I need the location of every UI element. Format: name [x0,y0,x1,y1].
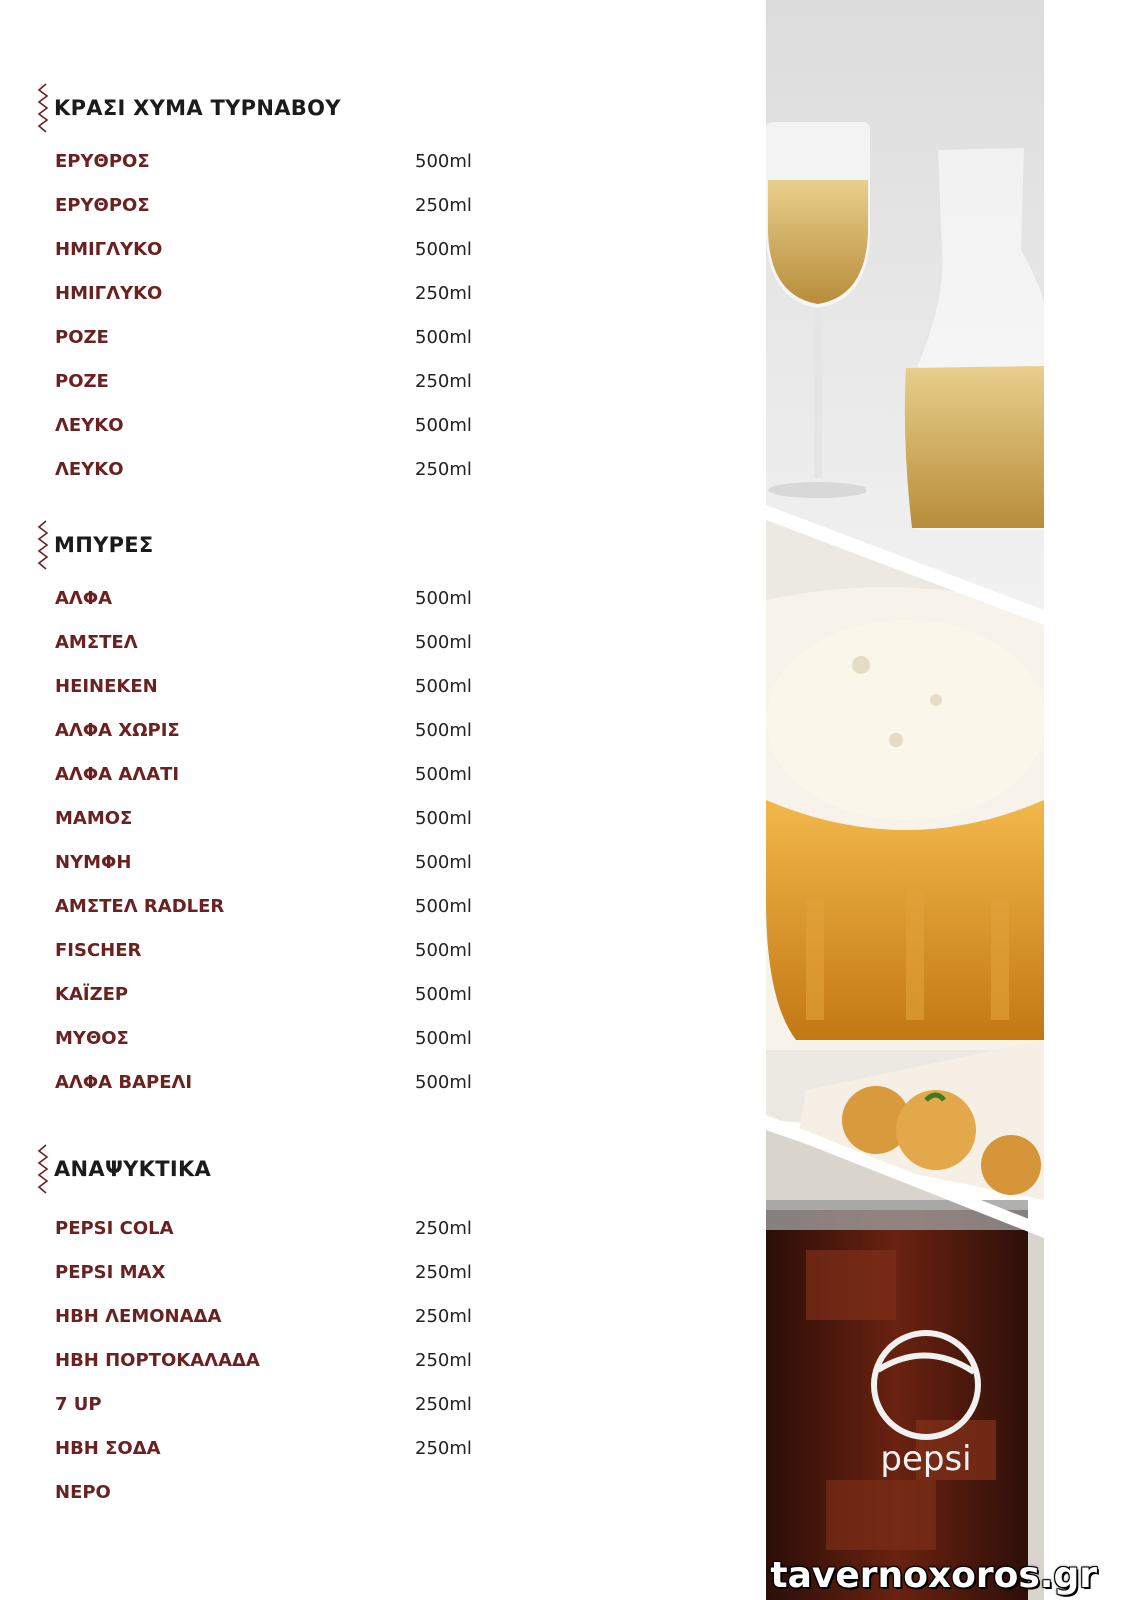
item-name: 7 UP [55,1394,102,1415]
menu-item [55,1306,575,1332]
item-volume: 500ml [415,940,472,961]
site-watermark: tavernoxoros.gr [770,1555,1097,1596]
item-name: ΡΟΖΕ [55,371,109,392]
menu-item [55,415,575,441]
squiggle-ornament-icon [36,519,50,571]
menu-item [55,852,575,878]
item-volume: 500ml [415,415,472,436]
menu-item [55,808,575,834]
menu-item [55,371,575,397]
item-name: ΗΒΗ ΣΟΔΑ [55,1438,161,1459]
section-title: ΑΝΑΨΥΚΤΙΚΑ [54,1157,212,1181]
section-title: ΜΠΥΡΕΣ [54,533,154,557]
item-name: PEPSI MAX [55,1262,166,1283]
item-name: ΗΜΙΓΛΥΚΟ [55,239,163,260]
item-name: FISCHER [55,940,142,961]
item-name: ΚΑΪΖΕΡ [55,984,129,1005]
item-name: ΗΜΙΓΛΥΚΟ [55,283,163,304]
squiggle-ornament-icon [36,82,50,134]
menu-item [55,195,575,221]
item-name: ΑΛΦΑ ΒΑΡΕΛΙ [55,1072,193,1093]
menu-item [55,720,575,746]
item-volume: 500ml [415,896,472,917]
menu-item [55,459,575,485]
menu-item [55,896,575,922]
item-volume: 250ml [415,1350,472,1371]
item-volume: 500ml [415,632,472,653]
item-volume: 250ml [415,1394,472,1415]
item-name: ΛΕΥΚΟ [55,415,124,436]
item-name: ΑΛΦΑ ΧΩΡΙΣ [55,720,180,741]
item-name: ΕΡΥΘΡΟΣ [55,151,150,172]
menu-item [55,1394,575,1420]
menu-item [55,151,575,177]
item-name: ΜΥΘΟΣ [55,1028,129,1049]
item-volume: 500ml [415,327,472,348]
squiggle-ornament-icon [36,1143,50,1195]
menu-item [55,764,575,790]
item-volume: 250ml [415,1262,472,1283]
pepsi-logo-text: pepsi [880,1439,972,1479]
menu-item [55,1218,575,1244]
item-name: ΡΟΖΕ [55,327,109,348]
menu-item [55,676,575,702]
item-volume: 250ml [415,459,472,480]
menu-item [55,1438,575,1464]
item-name: ΝΥΜΦΗ [55,852,132,873]
item-volume: 500ml [415,984,472,1005]
item-volume: 250ml [415,1218,472,1239]
menu-item [55,1262,575,1288]
item-volume: 250ml [415,283,472,304]
drinks-photo-illustration [766,0,1044,1600]
item-name: ΑΛΦΑ ΑΛΑΤΙ [55,764,180,785]
item-volume: 250ml [415,371,472,392]
menu-item [55,588,575,614]
item-volume: 500ml [415,808,472,829]
section-title: ΚΡΑΣΙ ΧΥΜΑ ΤΥΡΝΑΒΟΥ [54,96,341,120]
menu-item [55,1028,575,1054]
menu-item [55,1482,575,1508]
menu-item [55,632,575,658]
item-name: ΛΕΥΚΟ [55,459,124,480]
item-volume: 500ml [415,1072,472,1093]
item-name: ΑΛΦΑ [55,588,113,609]
menu-item [55,1350,575,1376]
item-volume: 250ml [415,1438,472,1459]
menu-item [55,283,575,309]
item-volume: 500ml [415,764,472,785]
menu-item [55,239,575,265]
item-name: ΝΕΡΟ [55,1482,111,1503]
item-name: ΕΡΥΘΡΟΣ [55,195,150,216]
item-name: ΑΜΣΤΕΛ RADLER [55,896,225,917]
item-volume: 500ml [415,151,472,172]
item-volume: 250ml [415,1306,472,1327]
menu-item [55,1072,575,1098]
item-volume: 500ml [415,676,472,697]
item-volume: 250ml [415,195,472,216]
item-name: ΜΑΜΟΣ [55,808,133,829]
item-name: ΗΒΗ ΛΕΜΟΝΑΔΑ [55,1306,222,1327]
item-volume: 500ml [415,239,472,260]
section-header [36,88,341,128]
item-name: ΑΜΣΤΕΛ [55,632,138,653]
item-name: PEPSI COLA [55,1218,174,1239]
menu-item [55,940,575,966]
item-volume: 500ml [415,1028,472,1049]
item-volume: 500ml [415,588,472,609]
menu-item [55,327,575,353]
item-volume: 500ml [415,852,472,873]
menu-item [55,984,575,1010]
item-name: ΗΒΗ ΠΟΡΤΟΚΑΛΑΔΑ [55,1350,260,1371]
item-name: HEINEKEN [55,676,158,697]
item-volume: 500ml [415,720,472,741]
section-header [36,525,154,565]
section-header [36,1149,211,1189]
drinks-photo-strip [766,0,1044,1600]
